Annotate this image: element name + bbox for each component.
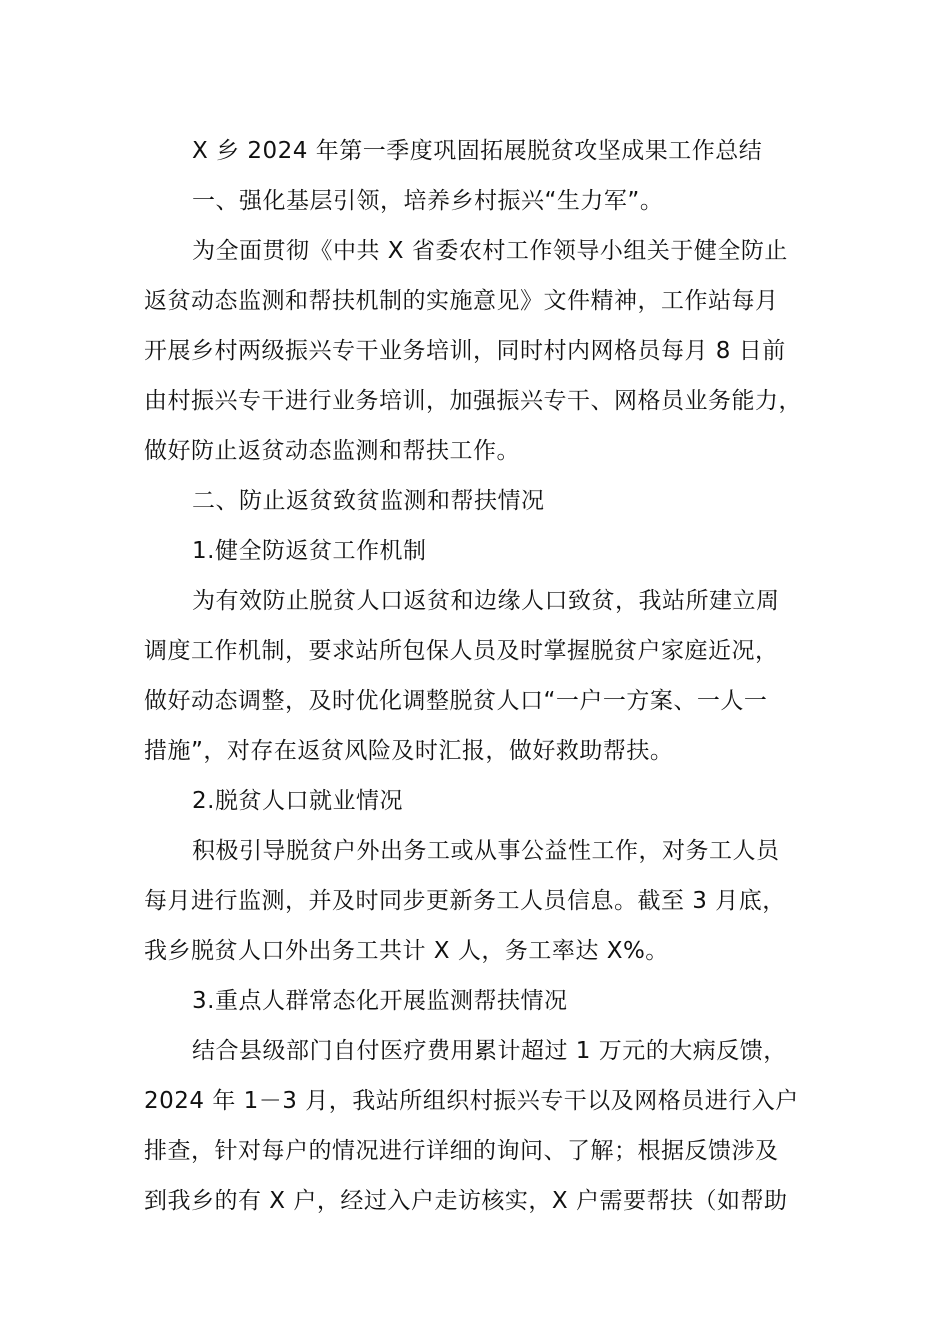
document-title: X 乡 2024 年第一季度巩固拓展脱贫攻坚成果工作总结: [192, 138, 763, 164]
paragraph-1-line-1: 为全面贯彻《中共 X 省委农村工作领导小组关于健全防止: [192, 238, 788, 264]
paragraph-2-line-3: 做好动态调整，及时优化调整脱贫人口“一户一方案、一人一: [144, 688, 768, 714]
paragraph-4-line-3: 排查，针对每户的情况进行详细的询问、了解；根据反馈涉及: [144, 1138, 779, 1164]
paragraph-1-line-4: 由村振兴专干进行业务培训，加强振兴专干、网格员业务能力，: [144, 388, 802, 414]
paragraph-2-line-2: 调度工作机制，要求站所包保人员及时掌握脱贫户家庭近况，: [144, 638, 779, 664]
section-heading-1: 一、强化基层引领，培养乡村振兴“生力军”。: [192, 188, 664, 214]
paragraph-2-line-1: 为有效防止脱贫人口返贫和边缘人口致贫，我站所建立周: [192, 588, 780, 614]
paragraph-1-line-3: 开展乡村两级振兴专干业务培训，同时村内网格员每月 8 日前: [144, 338, 786, 364]
paragraph-3-line-1: 积极引导脱贫户外出务工或从事公益性工作，对务工人员: [192, 838, 780, 864]
paragraph-3-line-2: 每月进行监测，并及时同步更新务工人员信息。截至 3 月底，: [144, 888, 786, 914]
paragraph-4-line-1: 结合县级部门自付医疗费用累计超过 1 万元的大病反馈，: [192, 1038, 787, 1064]
paragraph-3-line-3: 我乡脱贫人口外出务工共计 X 人，务工率达 X%。: [144, 938, 669, 964]
subheading-3: 3.重点人群常态化开展监测帮扶情况: [192, 988, 568, 1014]
subheading-1: 1.健全防返贫工作机制: [192, 538, 427, 564]
paragraph-4-line-2: 2024 年 1－3 月，我站所组织村振兴专干以及网格员进行入户: [144, 1088, 799, 1114]
subheading-2: 2.脱贫人口就业情况: [192, 788, 403, 814]
paragraph-1-line-5: 做好防止返贫动态监测和帮扶工作。: [144, 438, 520, 464]
paragraph-1-line-2: 返贫动态监测和帮扶机制的实施意见》文件精神，工作站每月: [144, 288, 779, 314]
paragraph-4-line-4: 到我乡的有 X 户，经过入户走访核实，X 户需要帮扶（如帮助: [144, 1188, 788, 1214]
section-heading-2: 二、防止返贫致贫监测和帮扶情况: [192, 488, 545, 514]
paragraph-2-line-4: 措施”，对存在返贫风险及时汇报，做好救助帮扶。: [144, 738, 674, 764]
